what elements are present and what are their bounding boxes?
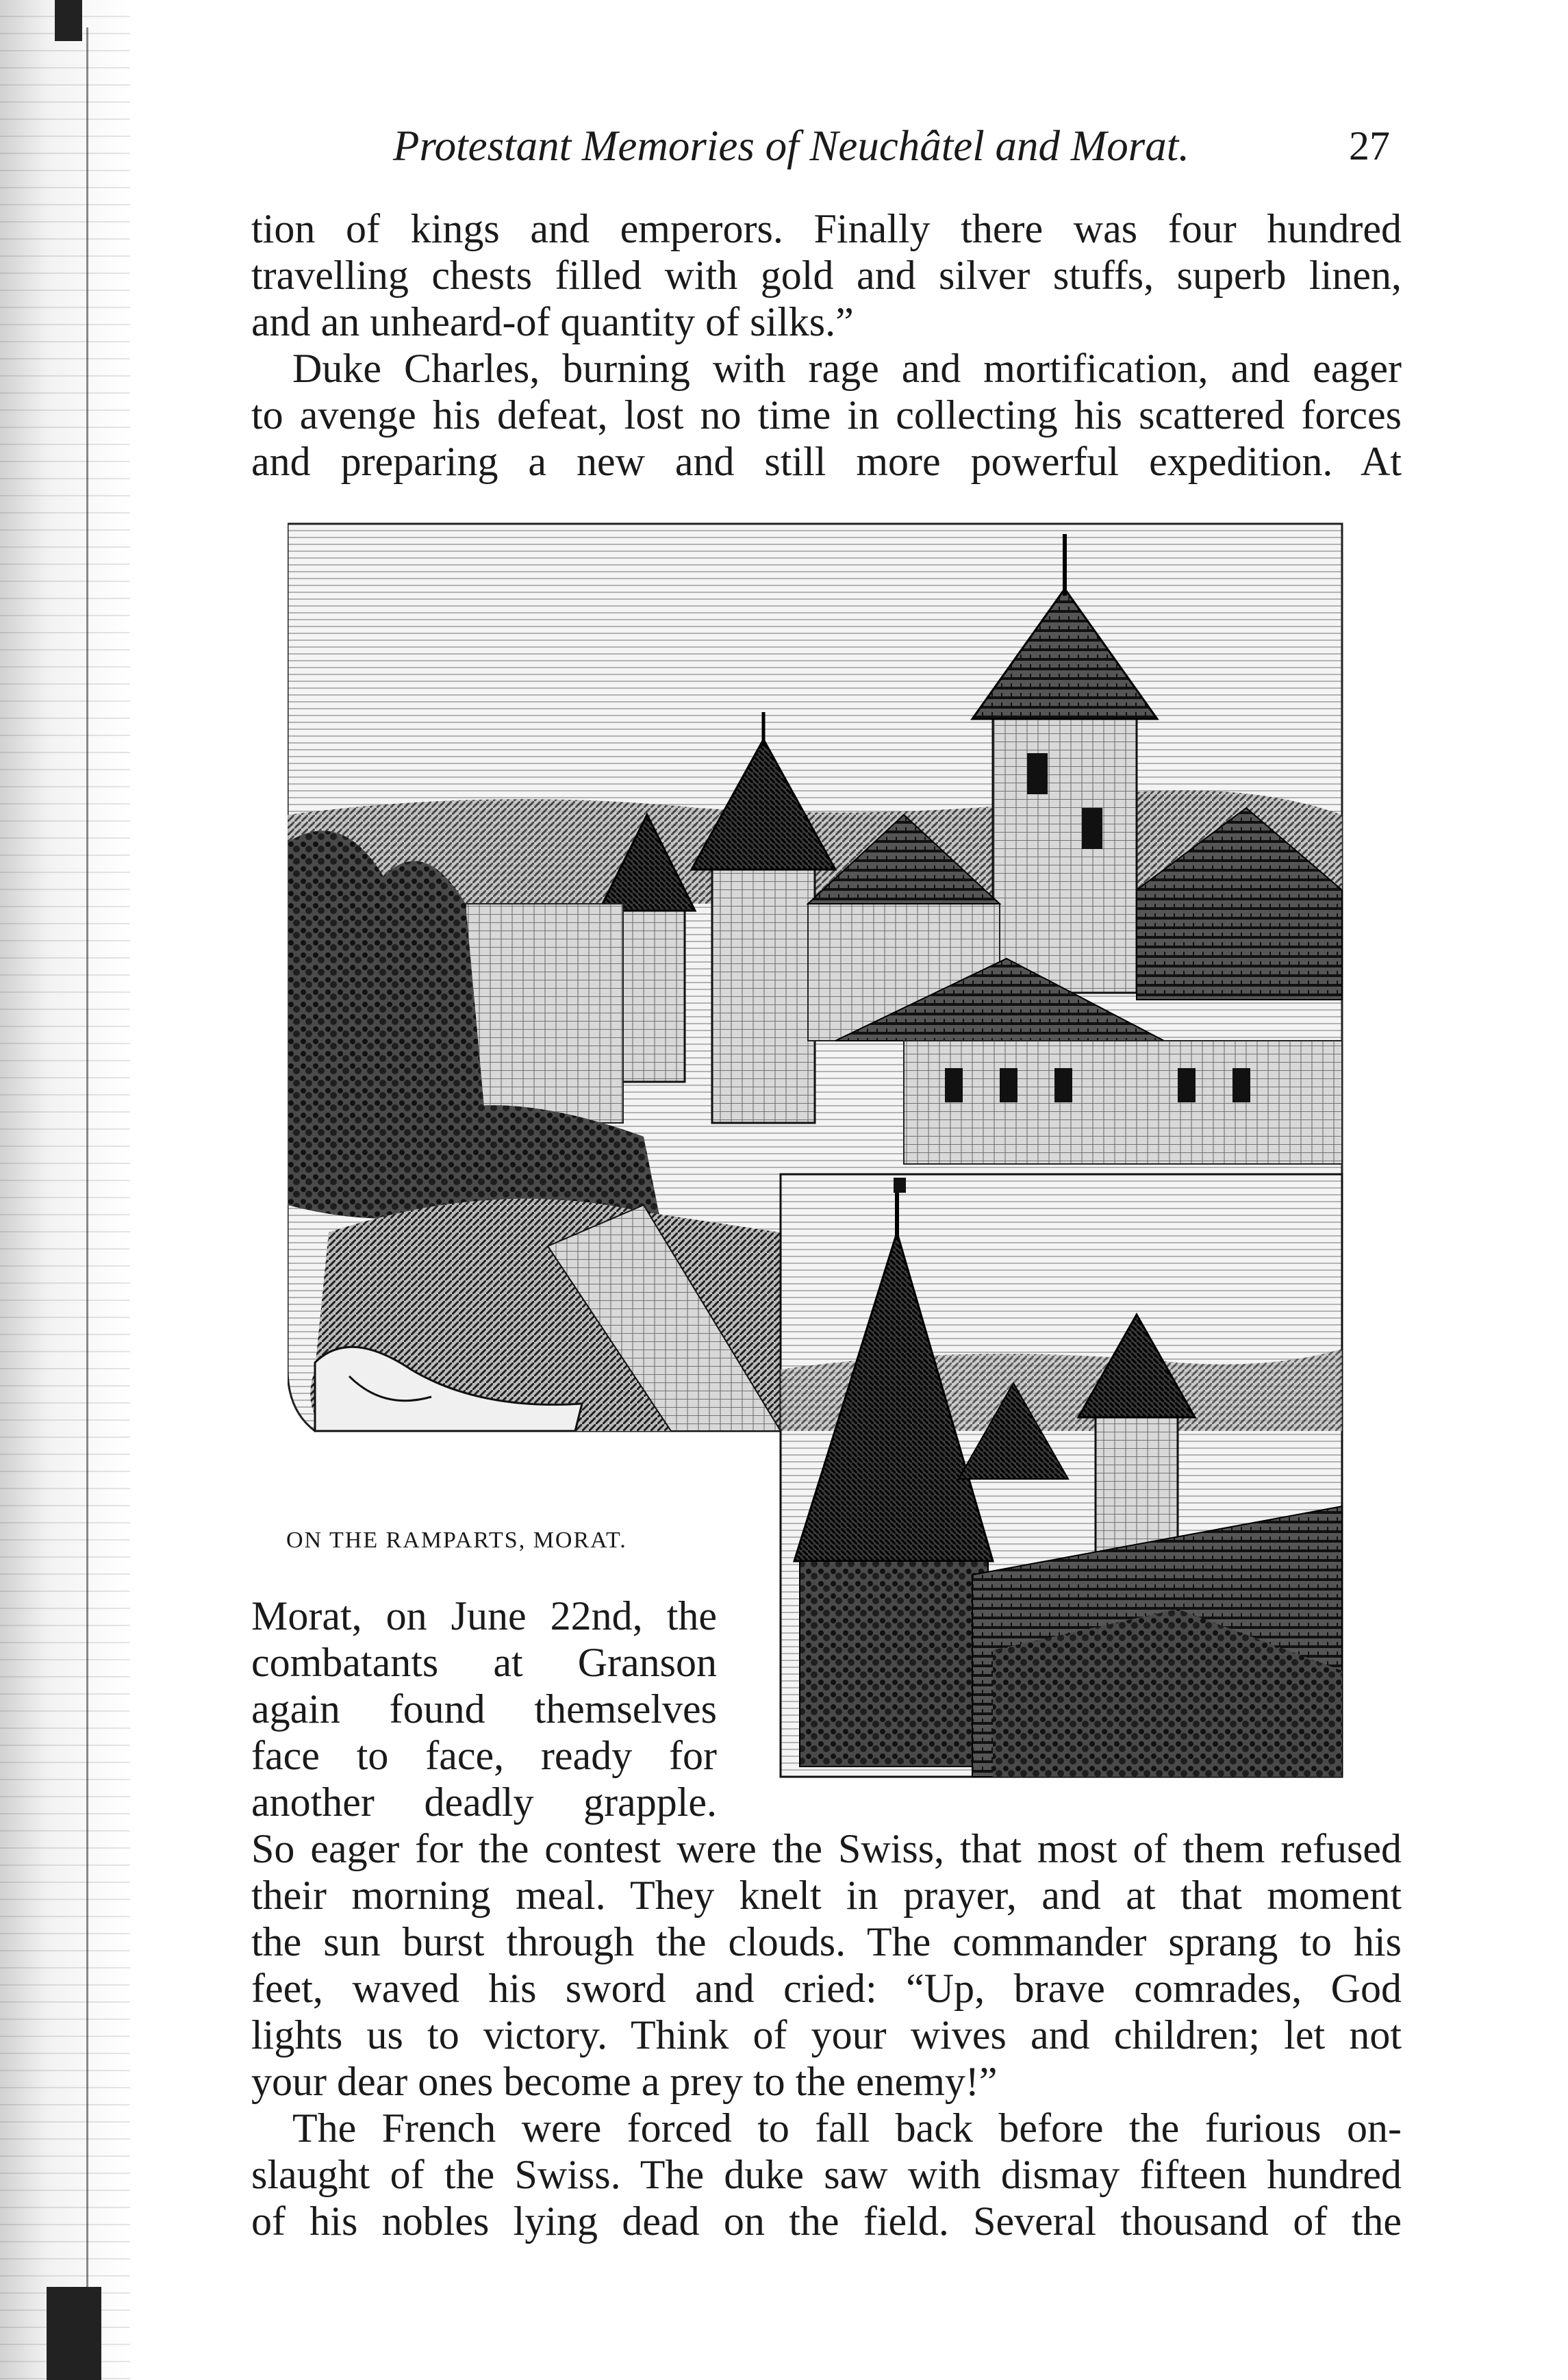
text-line: of his nobles lying dead on the field. Several thousand of the [251,2199,1402,2244]
illustration-ramparts-morat [288,520,1356,1780]
running-head-title: Protestant Memories of Neuchâtel and Morat. [393,122,1190,170]
text-line: your dear ones become a prey to the enemy!” [251,2059,998,2104]
text-line: combatants at Granson [251,1640,717,1685]
text-line: their morning meal. They knelt in prayer, and at that moment [251,1873,1402,1918]
text-line: and an unheard-of quantity of silks.” [251,299,854,344]
text-line: another deadly grapple. [251,1780,717,1825]
running-head [0,115,1568,177]
text-line: The French were forced to fall back before the furious on- [292,2105,1402,2151]
binding-shadow-top [55,0,82,41]
text-line: the sun burst through the clouds. The commander sprang to his [251,1919,1402,1964]
text-line: tion of kings and emperors. Finally there was four hundred [251,206,1402,251]
page-binding-edge [0,0,130,2380]
text-line: to avenge his defeat, lost no time in collecting his scattered forces [251,392,1402,438]
text-line: again found themselves [251,1686,717,1732]
binding-fold-line [86,27,88,2355]
illustration-caption: ON THE RAMPARTS, MORAT. [286,1528,627,1553]
text-line: lights us to victory. Think of your wives and children; let not [251,2012,1402,2058]
text-line: So eager for the contest were the Swiss, that most of them refused [251,1826,1402,1871]
text-line: and preparing a new and still more powerful expedition. At [251,439,1402,484]
text-line: face to face, ready for [251,1733,717,1778]
lower-panel [781,1174,1342,1777]
text-line: Morat, on June 22nd, the [251,1593,717,1638]
binding-shadow [47,2287,101,2380]
text-line: slaught of the Swiss. The duke saw with dismay fifteen hundred [251,2152,1402,2197]
text-line: travelling chests filled with gold and silver stuffs, superb linen, [251,253,1402,298]
text-line: Duke Charles, burning with rage and mortification, and eager [292,346,1402,391]
page-number: 27 [1349,123,1390,168]
text-line: feet, waved his sword and cried: “Up, brave comrades, God [251,1966,1402,2011]
